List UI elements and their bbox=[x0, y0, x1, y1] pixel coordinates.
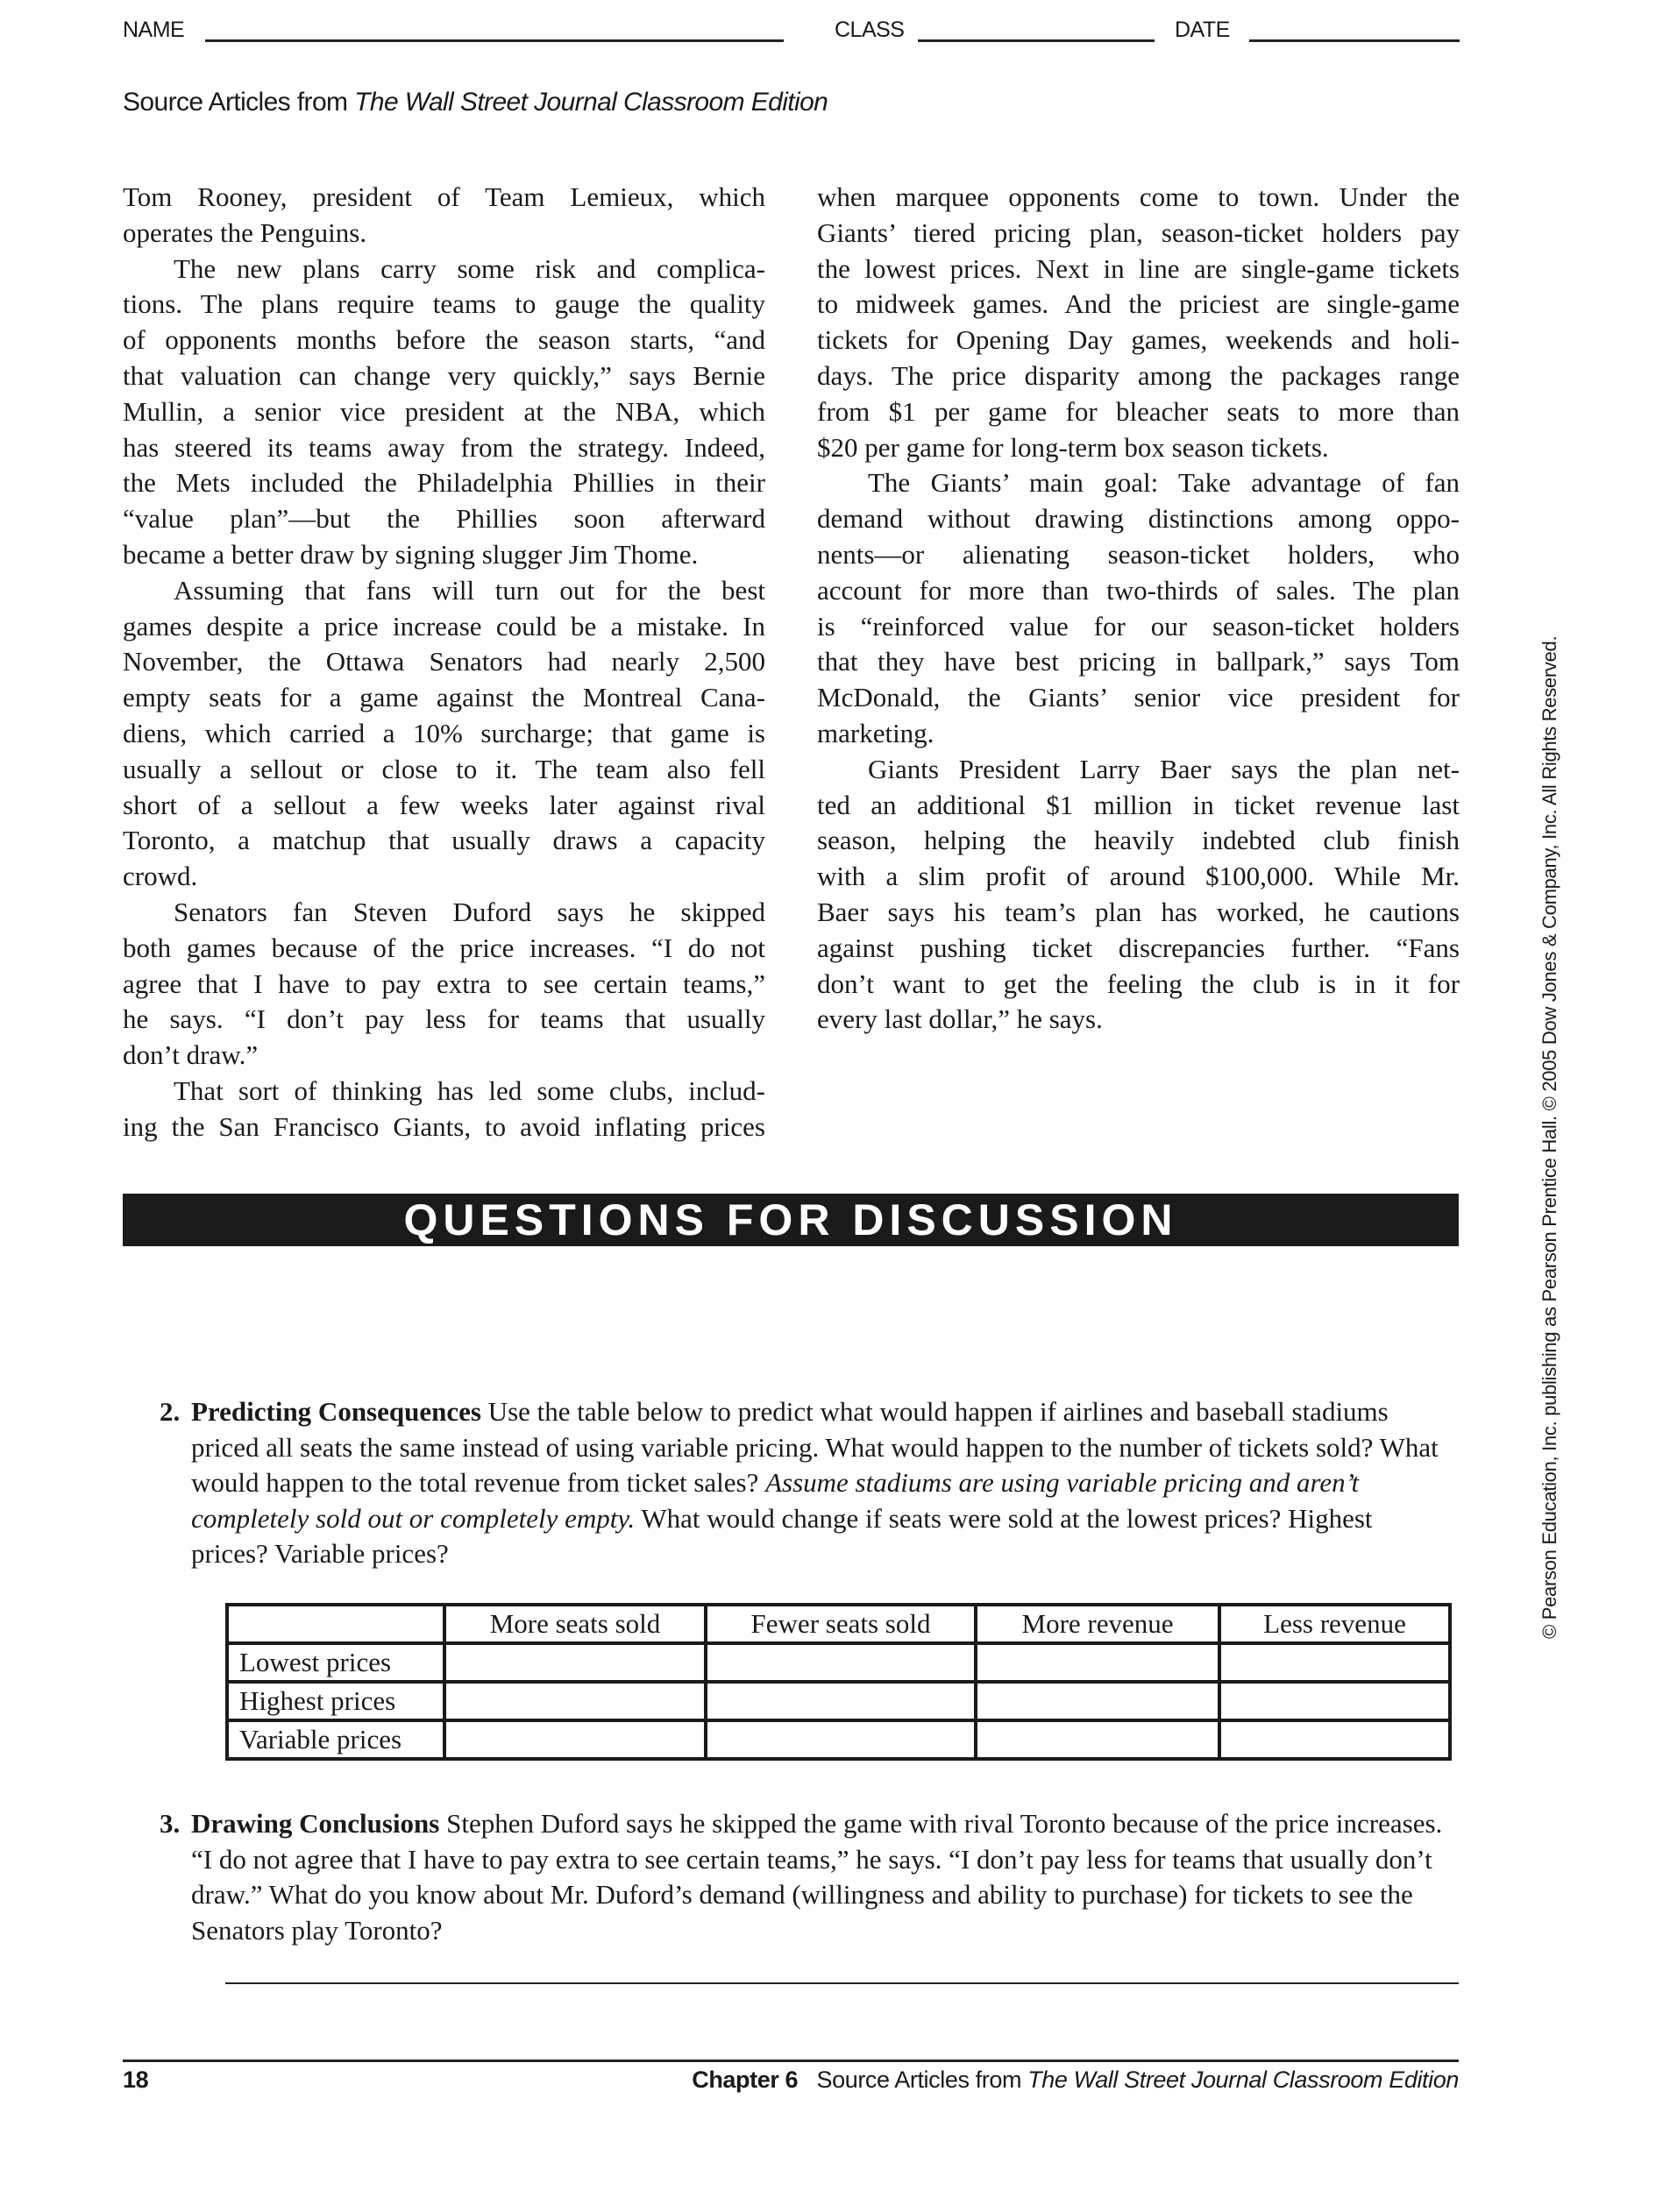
article-line: don’t want to get the feeling the club is in it for bbox=[817, 968, 1460, 999]
article-line: don’t draw.” bbox=[123, 1039, 259, 1071]
footer-source bbox=[692, 2067, 1459, 2094]
question-number: 2. bbox=[160, 1396, 181, 1427]
answer-cell[interactable] bbox=[976, 1720, 1219, 1759]
article-line: November, the Ottawa Senators had nearly 2,500 bbox=[123, 646, 765, 677]
name-field-line[interactable] bbox=[205, 39, 784, 42]
answer-line[interactable] bbox=[225, 1982, 1459, 1984]
footer-divider bbox=[123, 2060, 1459, 2062]
article-line: Tom Rooney, president of Team Lemieux, which bbox=[123, 181, 765, 212]
footer-publication: The Wall Street Journal Classroom Edition bbox=[1027, 2067, 1459, 2093]
subtitle-prefix: Source Articles from bbox=[123, 88, 355, 117]
article-line: McDonald, the Giants’ senior vice president for bbox=[817, 682, 1460, 713]
article-line: Toronto, a matchup that usually draws a capacity bbox=[123, 825, 765, 856]
article-line: every last dollar,” he says. bbox=[817, 1003, 1103, 1035]
article-line: that valuation can change very quickly,” says Bernie bbox=[123, 359, 765, 391]
page-number: 18 bbox=[123, 2067, 149, 2093]
article-line: against pushing ticket discrepancies further. “Fans bbox=[817, 932, 1460, 963]
article-line: tions. The plans require teams to gauge the quality bbox=[123, 288, 765, 320]
article-line: Giants’ tiered pricing plan, season-ticket holders pay bbox=[817, 216, 1460, 248]
article-line: crowd. bbox=[123, 861, 198, 892]
prediction-table bbox=[225, 1603, 1452, 1761]
article-line: days. The price disparity among the packages range bbox=[817, 359, 1460, 391]
article-line: to midweek games. And the priciest are single-game bbox=[817, 288, 1460, 320]
article-line: Giants President Larry Baer says the plan net- bbox=[868, 753, 1460, 784]
article-line: Senators fan Steven Duford says he skipped bbox=[174, 896, 765, 927]
copyright-notice: © Pearson Education, Inc. publishing as Pearson Prentice Hall. © 2005 Dow Jones & Company, Inc. All Rights Reserved. bbox=[1539, 635, 1560, 1639]
article-line: games despite a price increase could be a mistake. In bbox=[123, 610, 765, 642]
article-line: account for more than two-thirds of sales. The plan bbox=[817, 574, 1460, 606]
section-banner: QUESTIONS FOR DISCUSSION bbox=[123, 1194, 1459, 1246]
article-line: empty seats for a game against the Montreal Cana- bbox=[123, 682, 765, 713]
question-title: Drawing Conclusions bbox=[191, 1808, 440, 1839]
article-line: both games because of the price increases. “I do not bbox=[123, 932, 765, 963]
answer-cell[interactable] bbox=[1219, 1720, 1450, 1759]
article-line: marketing. bbox=[817, 717, 934, 748]
table-row bbox=[227, 1682, 1450, 1720]
row-label: Highest prices bbox=[227, 1682, 444, 1720]
table-header-row bbox=[227, 1605, 1450, 1643]
table-header-cell: Fewer seats sold bbox=[706, 1605, 976, 1643]
article-line: The new plans carry some risk and complica- bbox=[174, 252, 765, 284]
article-line: he says. “I don’t pay less for teams that usually bbox=[123, 1003, 765, 1035]
article-line: $20 per game for long-term box season tickets. bbox=[817, 431, 1329, 463]
footer-chapter: Chapter 6 bbox=[692, 2067, 799, 2093]
article-line: of opponents months before the season starts, “and bbox=[123, 324, 765, 356]
question-text: What would change if seats were sold at the lowest prices? Highest prices? Variable prices? bbox=[191, 1502, 1373, 1569]
table-row bbox=[227, 1643, 1450, 1682]
answer-cell[interactable] bbox=[1219, 1682, 1450, 1720]
article-line: ted an additional $1 million in ticket revenue last bbox=[817, 789, 1460, 820]
article-line: Baer says his team’s plan has worked, he cautions bbox=[817, 896, 1460, 927]
answer-cell[interactable] bbox=[706, 1643, 976, 1682]
question-2 bbox=[160, 1394, 1453, 1572]
question-text: Stephen Duford says he skipped the game with rival Toronto because of the price increases. “I do not agree that I have to pay extra to see certain teams,” he says. “I don’t pay less for teams that usually don’t draw.” What do you know about Mr. Duford’s demand (willingness and ability to purchase) for tickets to see the Senators play Toronto? bbox=[191, 1808, 1443, 1946]
article-column-right bbox=[817, 180, 1460, 1038]
table-header-cell: More revenue bbox=[976, 1605, 1219, 1643]
table-header-cell: Less revenue bbox=[1219, 1605, 1450, 1643]
article-line: The Giants’ main goal: Take advantage of fan bbox=[868, 467, 1460, 499]
article-line: That sort of thinking has led some clubs, includ- bbox=[174, 1074, 765, 1106]
class-label: CLASS bbox=[835, 18, 905, 42]
answer-cell[interactable] bbox=[444, 1643, 706, 1682]
table-row bbox=[227, 1720, 1450, 1759]
footer-source-prefix: Source Articles from bbox=[816, 2067, 1028, 2093]
answer-cell[interactable] bbox=[444, 1720, 706, 1759]
date-label: DATE bbox=[1175, 18, 1230, 42]
article-column-left bbox=[123, 180, 765, 1145]
page-subtitle bbox=[123, 88, 828, 117]
article-line: diens, which carried a 10% surcharge; that game is bbox=[123, 717, 765, 748]
answer-cell[interactable] bbox=[444, 1682, 706, 1720]
article-line: demand without drawing distinctions among oppo- bbox=[817, 503, 1460, 535]
article-line: the lowest prices. Next in line are single-game tickets bbox=[817, 252, 1460, 284]
article-line: from $1 per game for bleacher seats to more than bbox=[817, 395, 1460, 427]
answer-cell[interactable] bbox=[976, 1643, 1219, 1682]
question-text: Use the table below to predict what would happen if airlines and baseball stadiums priced all seats the same instead of using variable pricing. What would happen to the number of tickets sold? What would happen to the total revenue from ticket sales? bbox=[191, 1396, 1439, 1498]
article-line: short of a sellout a few weeks later against rival bbox=[123, 789, 765, 820]
question-assumption: Assume stadiums are using variable pricing and aren’t completely sold out or completely empty. bbox=[191, 1467, 1360, 1534]
article-line: with a slim profit of around $100,000. While Mr. bbox=[817, 861, 1460, 892]
name-label: NAME bbox=[123, 18, 185, 42]
article-line: nents—or alienating season-ticket holders, who bbox=[817, 538, 1460, 570]
article-line: “value plan”—but the Phillies soon afterward bbox=[123, 503, 765, 535]
answer-cell[interactable] bbox=[1219, 1643, 1450, 1682]
article-line: usually a sellout or close to it. The team also fell bbox=[123, 753, 765, 784]
article-line: when marquee opponents come to town. Under the bbox=[817, 181, 1460, 212]
date-field-line[interactable] bbox=[1249, 39, 1460, 42]
article-line: has steered its teams away from the strategy. Indeed, bbox=[123, 431, 765, 463]
question-3 bbox=[160, 1806, 1453, 1948]
class-field-line[interactable] bbox=[918, 39, 1155, 42]
article-line: season, helping the heavily indebted club finish bbox=[817, 825, 1460, 856]
article-line: became a better draw by signing slugger Jim Thome. bbox=[123, 538, 699, 570]
answer-cell[interactable] bbox=[706, 1720, 976, 1759]
table-header-cell: More seats sold bbox=[444, 1605, 706, 1643]
article-line: that they have best pricing in ballpark,” says Tom bbox=[817, 646, 1460, 677]
article-line: the Mets included the Philadelphia Phillies in their bbox=[123, 467, 765, 499]
article-line: tickets for Opening Day games, weekends and holi- bbox=[817, 324, 1460, 356]
answer-cell[interactable] bbox=[976, 1682, 1219, 1720]
article-line: is “reinforced value for our season-ticket holders bbox=[817, 610, 1460, 642]
row-label: Lowest prices bbox=[227, 1643, 444, 1682]
article-line: operates the Penguins. bbox=[123, 216, 367, 248]
article-line: Mullin, a senior vice president at the NBA, which bbox=[123, 395, 765, 427]
article-line: ing the San Francisco Giants, to avoid inflating prices bbox=[123, 1110, 765, 1142]
answer-cell[interactable] bbox=[706, 1682, 976, 1720]
table-header-cell bbox=[227, 1605, 444, 1643]
question-number: 3. bbox=[160, 1808, 181, 1839]
article-line: agree that I have to pay extra to see certain teams,” bbox=[123, 968, 765, 999]
row-label: Variable prices bbox=[227, 1720, 444, 1759]
question-title: Predicting Consequences bbox=[191, 1396, 481, 1427]
article-line: Assuming that fans will turn out for the best bbox=[174, 574, 765, 606]
subtitle-publication: The Wall Street Journal Classroom Edition bbox=[354, 88, 828, 117]
